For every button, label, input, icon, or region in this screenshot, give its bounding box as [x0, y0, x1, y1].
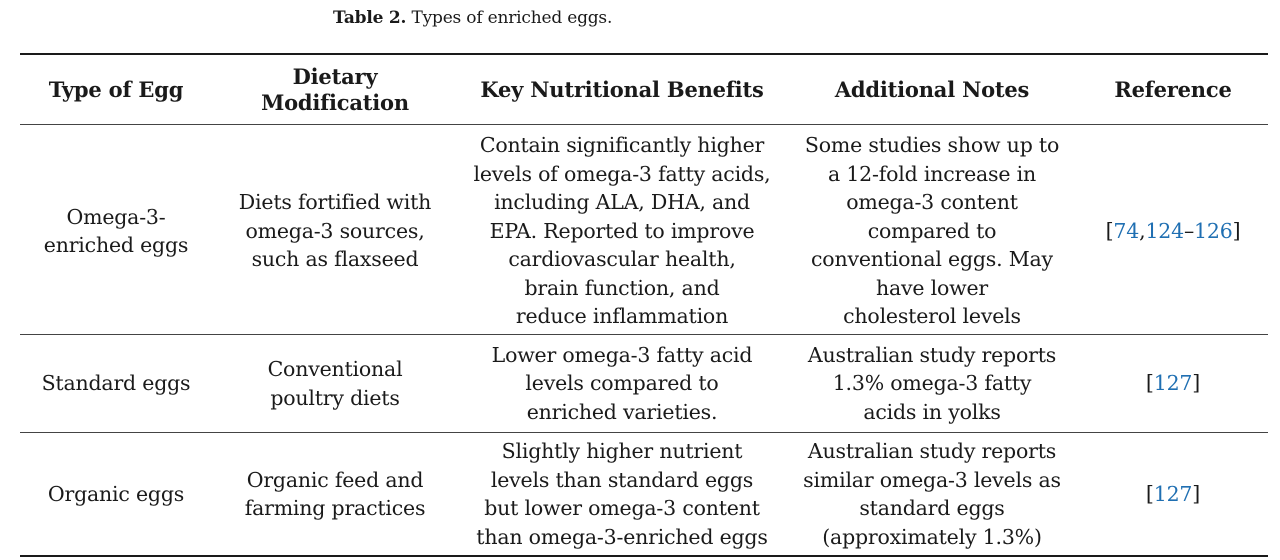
caption-label: Table 2.: [333, 8, 407, 28]
header-dietary: Dietary Modification: [261, 63, 409, 115]
row2-type: Standard eggs: [41, 371, 191, 396]
bottom-rule: [20, 555, 1268, 557]
header-notes: Additional Notes: [834, 76, 1030, 102]
row3-notes: Australian study reports similar omega-3 levels as standard eggs (approximately 1.3%): [803, 439, 1061, 549]
header-benefits: Key Nutritional Benefits: [480, 76, 764, 102]
reference-link[interactable]: 127: [1153, 481, 1193, 506]
row3-reference: [127]: [1145, 481, 1201, 506]
row3-type: Organic eggs: [47, 481, 185, 506]
row2-dietary: Conventional poultry diets: [267, 357, 403, 410]
row3-dietary: Organic feed and farming practices: [244, 467, 426, 520]
row3-benefits: Slightly higher nutrient levels than standard eggs but lower omega-3 content than omega-3-enriched eggs: [476, 439, 768, 549]
reference-link[interactable]: 74: [1113, 218, 1140, 243]
header-reference: Reference: [1114, 76, 1232, 102]
reference-link[interactable]: 124: [1145, 218, 1184, 243]
caption-text: Types of enriched eggs.: [406, 8, 613, 28]
row1-dietary: Diets fortified with omega-3 sources, such as flaxseed: [238, 190, 432, 272]
row2-reference: [127]: [1145, 371, 1201, 396]
header-type: Type of Egg: [48, 76, 184, 102]
header-rule: [20, 124, 1268, 125]
row1-reference: [74,124–126]: [1105, 218, 1241, 243]
row1-type: Omega-3- enriched eggs: [43, 204, 189, 257]
table-caption: [333, 8, 612, 28]
row2-benefits: Lower omega-3 fatty acid levels compared to enriched varieties.: [491, 342, 753, 424]
row2-notes: Australian study reports 1.3% omega-3 fatty acids in yolks: [807, 342, 1057, 424]
reference-link[interactable]: 127: [1153, 371, 1193, 396]
row1-benefits: Contain significantly higher levels of omega-3 fatty acids, including ALA, DHA, and EPA. Reported to improve cardiovascular health, brain function, and reduce inflammation: [473, 133, 771, 329]
reference-link[interactable]: 126: [1194, 218, 1233, 243]
row1-notes: Some studies show up to a 12-fold increase in omega-3 content compared to conventional eggs. May have lower cholesterol levels: [804, 133, 1060, 329]
